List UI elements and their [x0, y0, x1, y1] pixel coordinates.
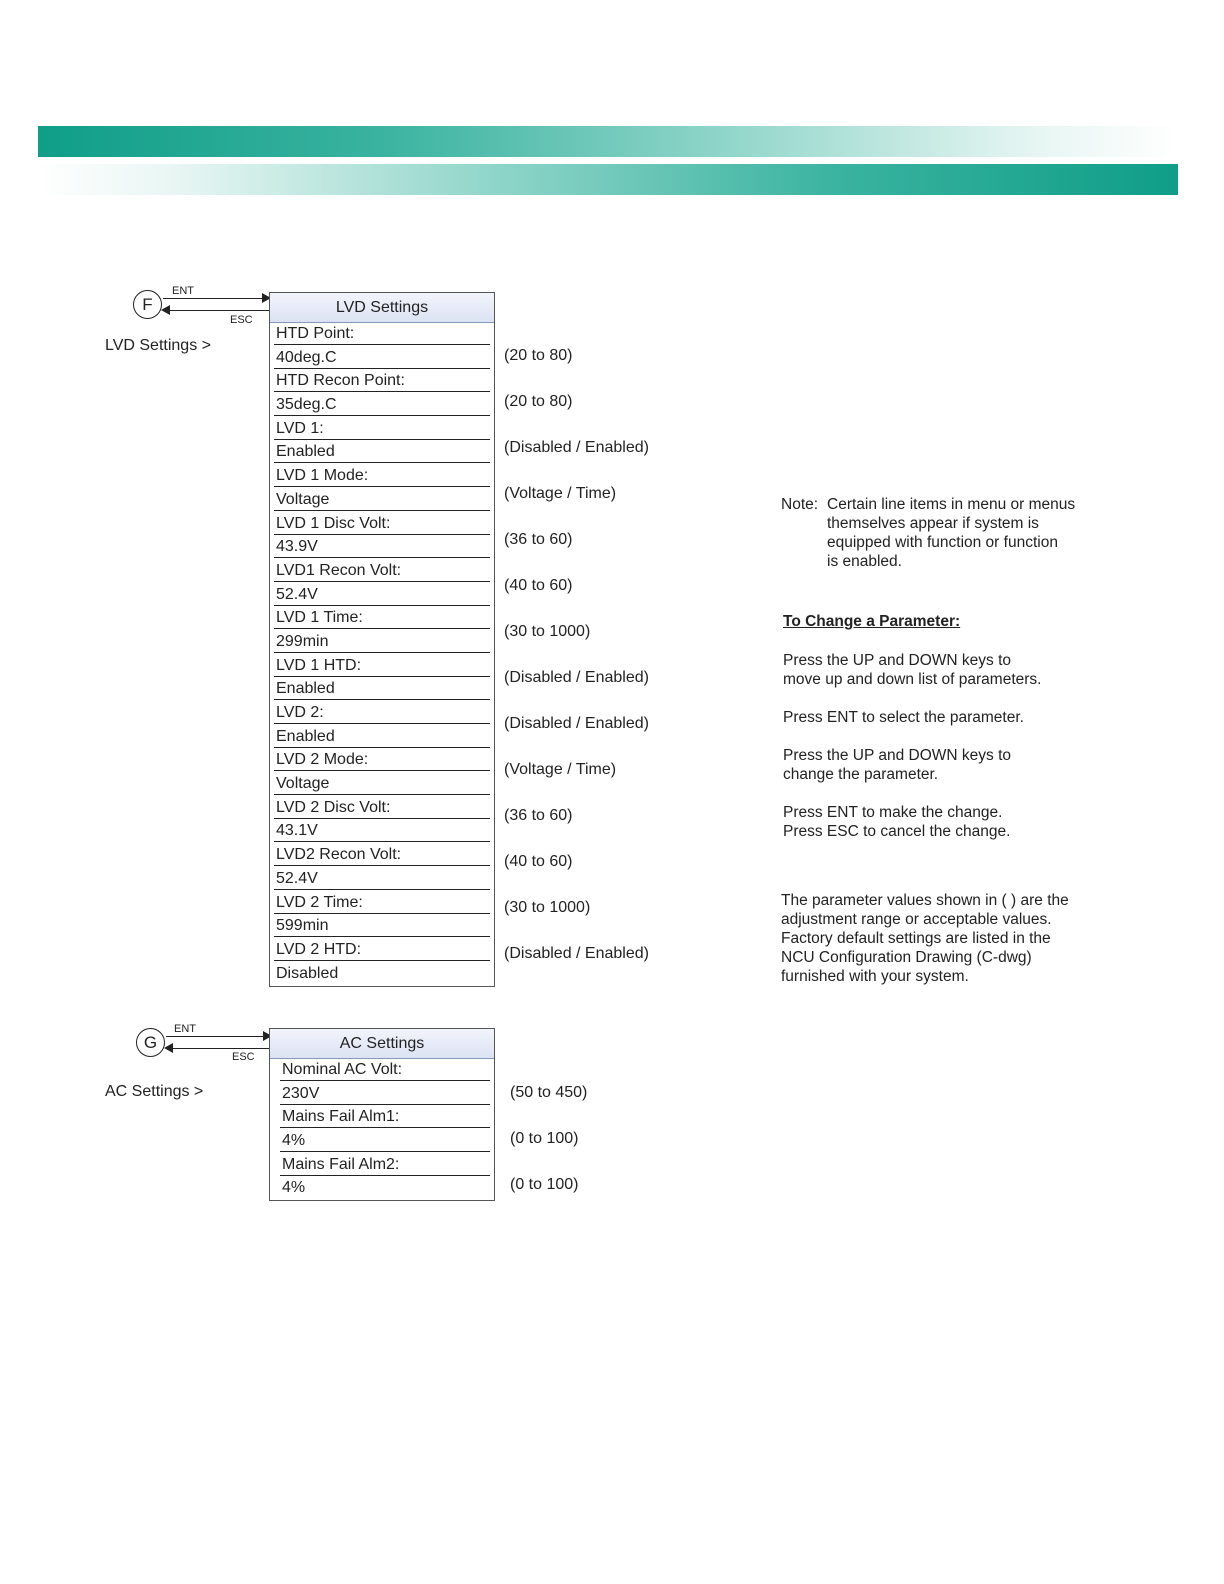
menu-title: LVD Settings: [270, 293, 494, 323]
menu-row: Voltage: [274, 489, 490, 511]
range-value: (50 to 450): [510, 1084, 588, 1101]
instruction-paragraph: [783, 651, 1113, 689]
menu-row: HTD Point:: [274, 323, 490, 345]
menu-row: 599min: [274, 915, 490, 937]
note-line: Certain line items in menu or menus: [827, 496, 1076, 513]
lvd-settings-menu: [269, 292, 495, 987]
range-value: (36 to 60): [504, 531, 573, 548]
menu-row: Nominal AC Volt:: [280, 1059, 490, 1081]
range-value: (0 to 100): [510, 1130, 579, 1147]
ent-label: ENT: [174, 1023, 196, 1035]
menu-title: AC Settings: [270, 1029, 494, 1059]
menu-row: LVD 1 Time:: [274, 607, 490, 629]
instruction-paragraph: [783, 708, 1113, 727]
instruction-line: Press the UP and DOWN keys to: [783, 652, 1011, 669]
range-value: (Disabled / Enabled): [504, 669, 649, 686]
menu-row: LVD 1 Mode:: [274, 465, 490, 487]
range-value: (20 to 80): [504, 347, 573, 364]
defaults-line: furnished with your system.: [781, 968, 969, 985]
menu-row: Mains Fail Alm1:: [280, 1106, 490, 1128]
note-line: equipped with function or function: [827, 534, 1058, 551]
instruction-line: Press ENT to make the change.: [783, 804, 1003, 821]
header-band-top: [38, 126, 1178, 157]
note-label: Note:: [781, 496, 819, 513]
range-value: (36 to 60): [504, 807, 573, 824]
range-value: (40 to 60): [504, 577, 573, 594]
range-value: (30 to 1000): [504, 899, 591, 916]
range-value: (20 to 80): [504, 393, 573, 410]
instruction-paragraph: [783, 746, 1113, 784]
range-value: (Disabled / Enabled): [504, 945, 649, 962]
instruction-line: Press the UP and DOWN keys to: [783, 747, 1011, 764]
note-block: [781, 495, 1111, 571]
note-line: themselves appear if system is: [827, 515, 1039, 532]
menu-row: LVD 2 Mode:: [274, 749, 490, 771]
defaults-line: adjustment range or acceptable values.: [781, 911, 1052, 928]
lvd-settings-label: LVD Settings >: [105, 337, 211, 354]
menu-row: 230V: [280, 1083, 490, 1105]
menu-row: Mains Fail Alm2:: [280, 1154, 490, 1176]
esc-arrow: [163, 310, 269, 311]
menu-row: LVD 1:: [274, 418, 490, 440]
instruction-line: change the parameter.: [783, 766, 939, 783]
menu-row: Enabled: [274, 678, 490, 700]
ent-arrow: [166, 1036, 270, 1037]
change-parameter-heading: To Change a Parameter:: [783, 613, 961, 630]
instruction-line: Press ESC to cancel the change.: [783, 823, 1011, 840]
menu-row: LVD 2:: [274, 702, 490, 724]
range-value: (40 to 60): [504, 853, 573, 870]
ac-settings-menu: [269, 1028, 495, 1201]
menu-row: 43.9V: [274, 536, 490, 558]
range-value: (Voltage / Time): [504, 485, 617, 502]
defaults-line: NCU Configuration Drawing (C-dwg): [781, 949, 1032, 966]
note-line: is enabled.: [827, 553, 902, 570]
defaults-note: [781, 891, 1101, 986]
range-value: (0 to 100): [510, 1176, 579, 1193]
defaults-line: Factory default settings are listed in the: [781, 930, 1051, 947]
instruction-line: Press ENT to select the parameter.: [783, 709, 1024, 726]
esc-arrow: [166, 1048, 270, 1049]
key-f-circle: F: [133, 290, 162, 319]
menu-row: Enabled: [274, 441, 490, 463]
menu-row: LVD 2 HTD:: [274, 939, 490, 961]
menu-row: LVD2 Recon Volt:: [274, 844, 490, 866]
menu-row: 43.1V: [274, 820, 490, 842]
menu-row: 4%: [280, 1130, 490, 1152]
esc-label: ESC: [230, 314, 253, 326]
range-value: (30 to 1000): [504, 623, 591, 640]
menu-row: Enabled: [274, 726, 490, 748]
range-value: (Disabled / Enabled): [504, 715, 649, 732]
ac-settings-label: AC Settings >: [105, 1083, 204, 1100]
menu-row: HTD Recon Point:: [274, 370, 490, 392]
menu-row: LVD 2 Time:: [274, 892, 490, 914]
menu-row: 35deg.C: [274, 394, 490, 416]
menu-row: 299min: [274, 631, 490, 653]
menu-row: 52.4V: [274, 868, 490, 890]
menu-row: LVD 2 Disc Volt:: [274, 797, 490, 819]
menu-row: 40deg.C: [274, 347, 490, 369]
menu-row: Voltage: [274, 773, 490, 795]
esc-label: ESC: [232, 1051, 255, 1063]
key-g-circle: G: [136, 1028, 165, 1057]
instruction-line: move up and down list of parameters.: [783, 671, 1042, 688]
menu-row: 52.4V: [274, 584, 490, 606]
menu-row: LVD 1 HTD:: [274, 655, 490, 677]
range-value: (Voltage / Time): [504, 761, 617, 778]
header-band-bottom: [38, 164, 1178, 195]
menu-row: 4%: [282, 1179, 306, 1197]
ent-arrow: [163, 298, 269, 299]
ent-label: ENT: [172, 285, 194, 297]
menu-row: LVD1 Recon Volt:: [274, 560, 490, 582]
instruction-paragraph: [783, 803, 1113, 841]
range-value: (Disabled / Enabled): [504, 439, 649, 456]
menu-row: Disabled: [276, 964, 339, 982]
defaults-line: The parameter values shown in ( ) are the: [781, 892, 1069, 909]
menu-row: LVD 1 Disc Volt:: [274, 513, 490, 535]
